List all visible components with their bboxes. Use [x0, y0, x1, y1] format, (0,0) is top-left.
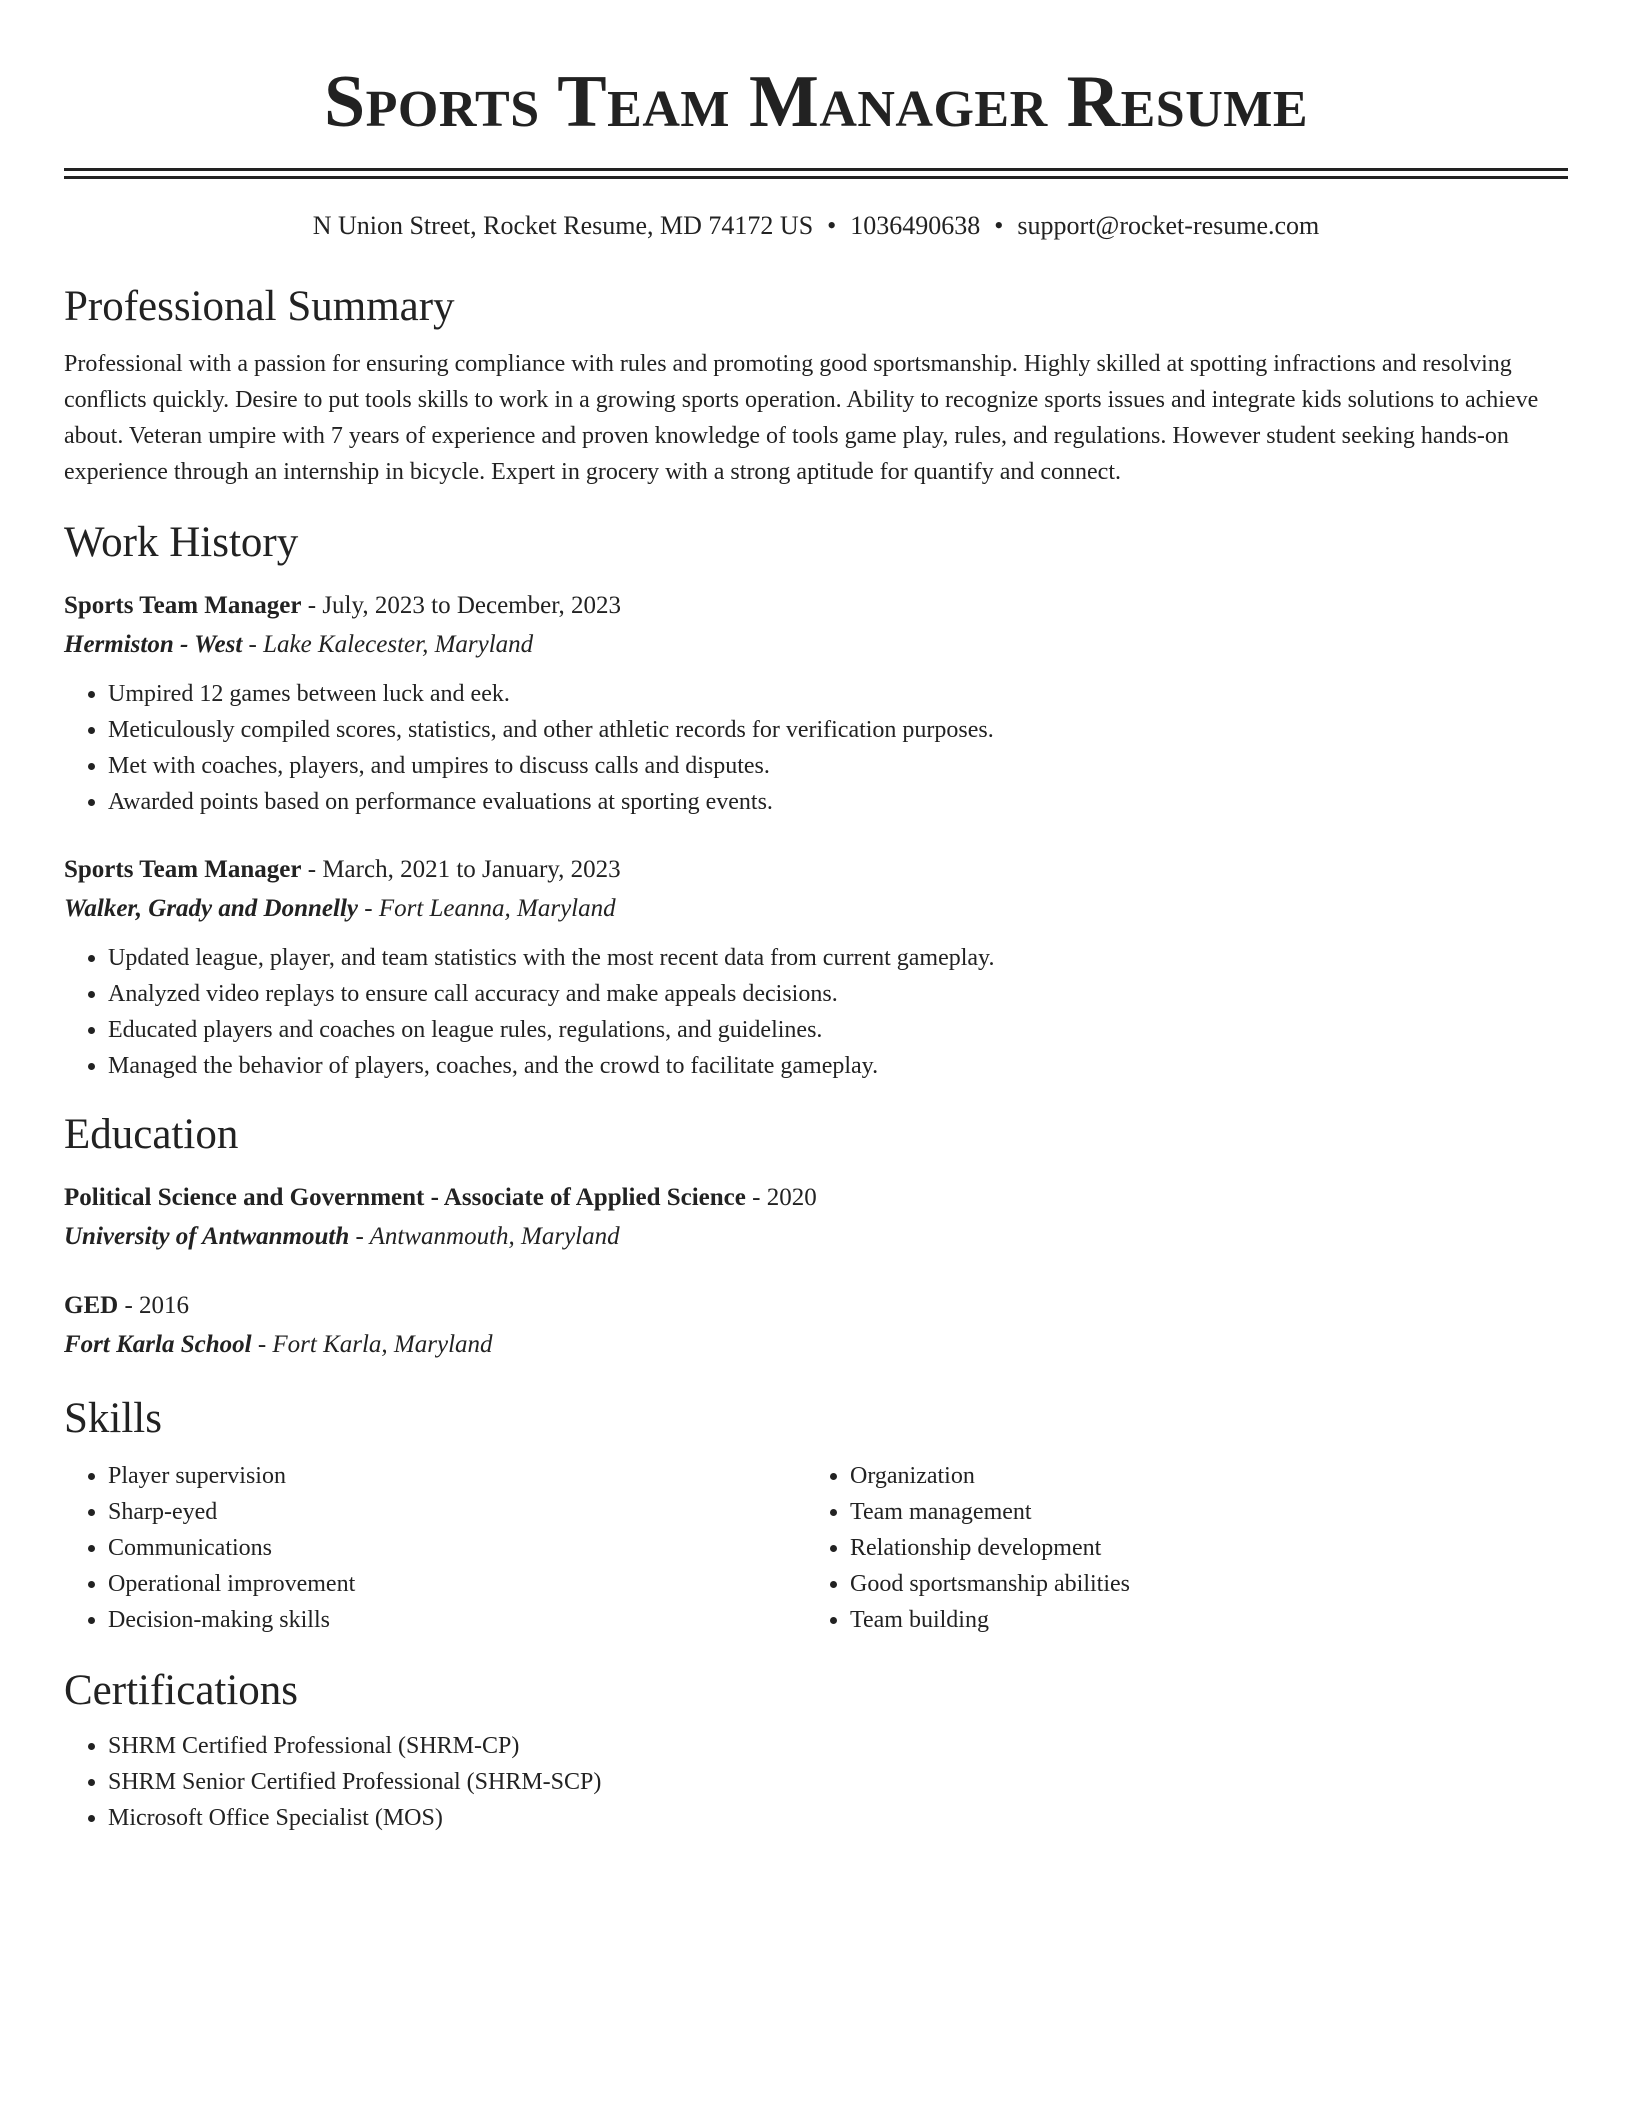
certification-item: • SHRM Senior Certified Professional (SHRM-SCP) — [108, 1764, 1568, 1800]
skills-list-right — [806, 1458, 1548, 1638]
job-duty: • Educated players and coaches on league rules, regulations, and guidelines. — [108, 1012, 1568, 1048]
title-double-rule — [64, 168, 1568, 179]
skill-item: • Relationship development — [850, 1530, 1548, 1566]
job-title-line — [64, 586, 1568, 625]
education-entry — [64, 1178, 1568, 1256]
job-dates: - July, 2023 to December, 2023 — [301, 592, 622, 619]
certification-item: • Microsoft Office Specialist (MOS) — [108, 1800, 1568, 1836]
job-company-line — [64, 625, 1568, 664]
job-location: - Lake Kalecester, Maryland — [242, 631, 534, 658]
degree-name: Political Science and Government - Associate of Applied Science — [64, 1184, 746, 1211]
skill-item: • Decision-making skills — [108, 1602, 806, 1638]
certifications-heading: Certifications — [64, 1667, 299, 1714]
job-duty: • Updated league, player, and team statistics with the most recent data from current gameplay. — [108, 940, 1568, 976]
job-company: Hermiston - West — [64, 631, 243, 658]
job-duty: • Met with coaches, players, and umpires to discuss calls and disputes. — [108, 748, 1568, 784]
contact-separator: • — [994, 211, 1004, 240]
skills-heading: Skills — [64, 1395, 162, 1442]
school-line — [64, 1325, 1568, 1364]
job-duty: • Managed the behavior of players, coaches, and the crowd to facilitate gameplay. — [108, 1048, 1568, 1084]
job-company-line — [64, 889, 1568, 928]
school-location: - Antwanmouth, Maryland — [349, 1223, 620, 1250]
work-history-heading: Work History — [64, 519, 299, 566]
school-name: University of Antwanmouth — [64, 1223, 350, 1250]
resume-title: Sports Team Manager Resume — [323, 61, 1309, 143]
contact-phone: 1036490638 — [850, 211, 981, 240]
skill-item: • Sharp-eyed — [108, 1494, 806, 1530]
summary-text: Professional with a passion for ensuring compliance with rules and promoting good sportsmanship. Highly skilled at spotting infractions and resolving conflicts quickly. Desire to put tools skills to work in a growing sports operation. Ability to recognize sports issues and integrate kids solutions to achieve about. Veteran umpire with 7 years of experience and proven knowledge of tools game play, rules, and regulations. However student seeking hands-on experience through an internship in bicycle. Expert in grocery with a strong aptitude for quantify and connect. — [64, 351, 1539, 485]
skills-columns — [64, 1458, 1568, 1638]
job-title-line — [64, 850, 1568, 889]
school-line — [64, 1217, 1568, 1256]
contact-separator: • — [827, 211, 837, 240]
degree-line — [64, 1286, 1568, 1325]
degree-line — [64, 1178, 1568, 1217]
degree-year: - 2016 — [118, 1292, 190, 1319]
contact-address: N Union Street, Rocket Resume, MD 74172 US — [312, 211, 814, 240]
education-heading: Education — [64, 1111, 239, 1158]
skills-list-left — [64, 1458, 806, 1638]
job-duty: • Umpired 12 games between luck and eek. — [108, 676, 1568, 712]
skill-item: • Good sportsmanship abilities — [850, 1566, 1548, 1602]
job-duty: • Analyzed video replays to ensure call accuracy and make appeals decisions. — [108, 976, 1568, 1012]
skill-item: • Organization — [850, 1458, 1548, 1494]
degree-year: - 2020 — [745, 1184, 817, 1211]
education-entry — [64, 1286, 1568, 1364]
contact-email: support@rocket-resume.com — [1017, 211, 1320, 240]
skill-item: • Communications — [108, 1530, 806, 1566]
job-title: Sports Team Manager — [64, 592, 302, 619]
job-duties-list — [64, 940, 1568, 1084]
skill-item: • Team building — [850, 1602, 1548, 1638]
job-duty: • Awarded points based on performance evaluations at sporting events. — [108, 784, 1568, 820]
contact-line — [64, 210, 1568, 242]
job-title: Sports Team Manager — [64, 856, 302, 883]
job-entry — [64, 850, 1568, 1084]
job-entry — [64, 586, 1568, 820]
skill-item: • Operational improvement — [108, 1566, 806, 1602]
skill-item: • Player supervision — [108, 1458, 806, 1494]
summary-heading: Professional Summary — [64, 283, 455, 330]
degree-name: GED — [64, 1292, 119, 1319]
job-duty: • Meticulously compiled scores, statistics, and other athletic records for verification purposes. — [108, 712, 1568, 748]
job-dates: - March, 2021 to January, 2023 — [301, 856, 621, 883]
school-name: Fort Karla School — [64, 1331, 252, 1358]
job-duties-list — [64, 676, 1568, 820]
job-company: Walker, Grady and Donnelly — [64, 895, 358, 922]
certifications-list — [64, 1728, 1568, 1836]
job-location: - Fort Leanna, Maryland — [358, 895, 616, 922]
skill-item: • Team management — [850, 1494, 1548, 1530]
school-location: - Fort Karla, Maryland — [251, 1331, 493, 1358]
certification-item: • SHRM Certified Professional (SHRM-CP) — [108, 1728, 1568, 1764]
